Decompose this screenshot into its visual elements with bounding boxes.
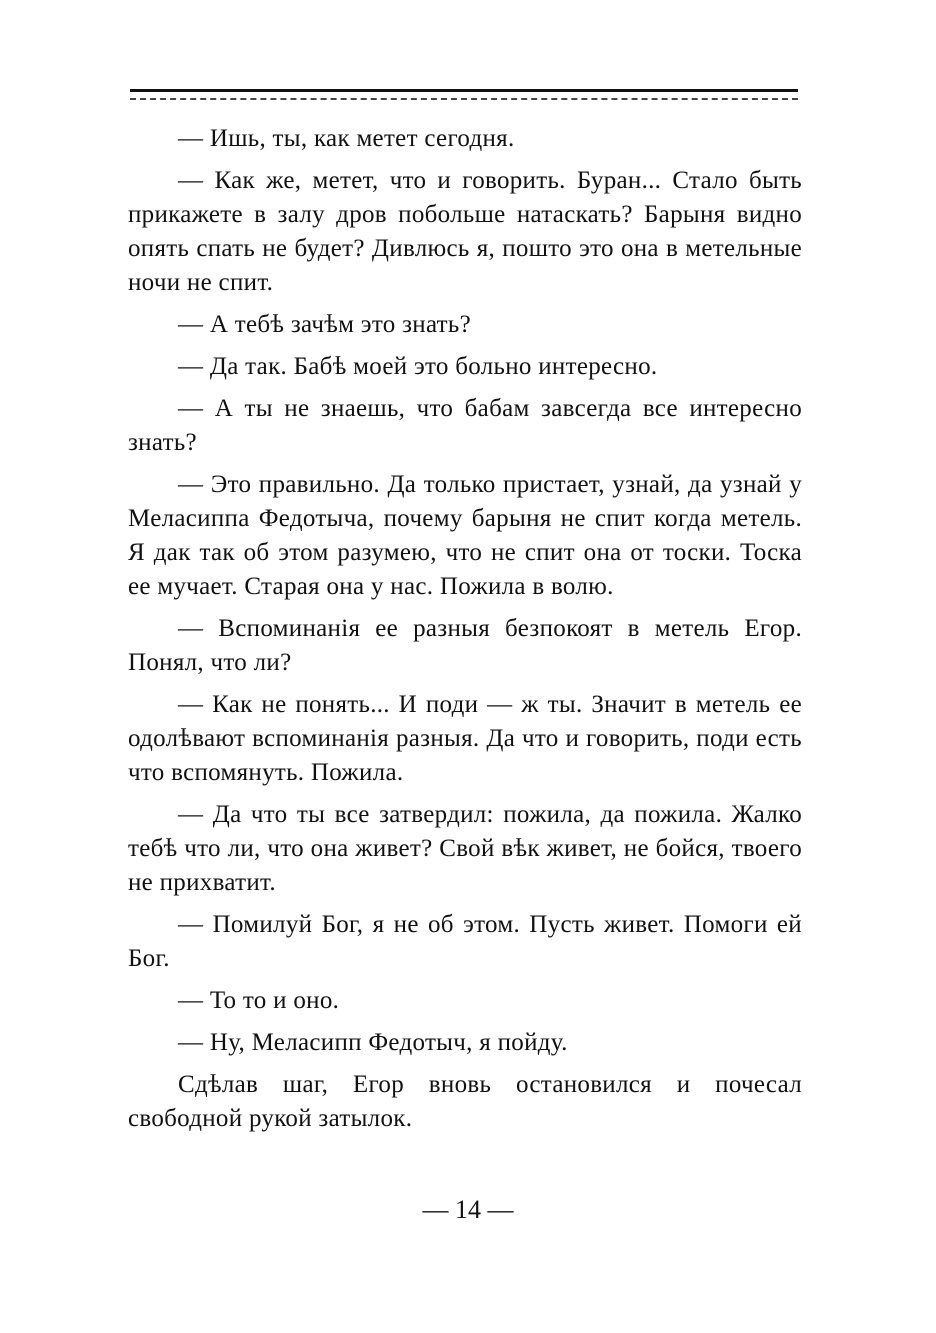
paragraph-5: — А ты не знаешь, что бабам завсегда все интересно знать?: [128, 395, 802, 456]
page-body: [128, 122, 802, 1144]
paragraph-11: — То то и оно.: [178, 987, 340, 1014]
paragraph-12: — Ну, Меласипп Федотыч, я пойду.: [178, 1029, 568, 1056]
paragraph-1: — Ишь, ты, как метет сегодня.: [178, 125, 515, 152]
paragraph-6: — Это правильно. Да только пристает, узнай, да узнай у Меласиппа Федотыча, почему барыня не спит когда метель. Я дак так об этом разумею, что не спит она от тоски. Тоска ее мучает. Старая она у нас. Пожила в волю.: [128, 471, 802, 600]
paragraph-9: — Да что ты все затвердил: пожила, да пожила. Жалко тебѣ что ли, что она живет? Свой вѣк живет, не бойся, твоего не прихватит.: [128, 801, 802, 896]
paragraph-2: — Как же, метет, что и говорить. Буран... Стало быть прикажете в залу дров побольше натаскать? Барыня видно опять спать не будет? Дивлюсь я, пошто это она в метельные ночи не спит.: [128, 167, 802, 296]
paragraph-4: — Да так. Бабѣ моей это больно интересно.: [178, 353, 658, 380]
paragraph-13: Сдѣлав шаг, Егор вновь остановился и почесал свободной рукой затылок.: [128, 1071, 802, 1132]
paragraph-8: — Как не понять... И поди — ж ты. Значит в метель ее одолѣвают вспоминанія разныя. Да что и говорить, поди есть что вспомянуть. Пожила.: [128, 691, 802, 786]
paragraph-7: — Вспоминанія ее разныя безпокоят в метель Егор. Понял, что ли?: [128, 615, 802, 676]
paragraph-10: — Помилуй Бог, я не об этом. Пусть живет. Помоги ей Бог.: [128, 911, 802, 972]
paragraph-3: — А тебѣ зачѣм это знать?: [178, 311, 472, 338]
header-rule-thick: [130, 89, 798, 92]
page-number: — 14 —: [422, 1195, 514, 1224]
header-rule-thin: [130, 98, 798, 100]
